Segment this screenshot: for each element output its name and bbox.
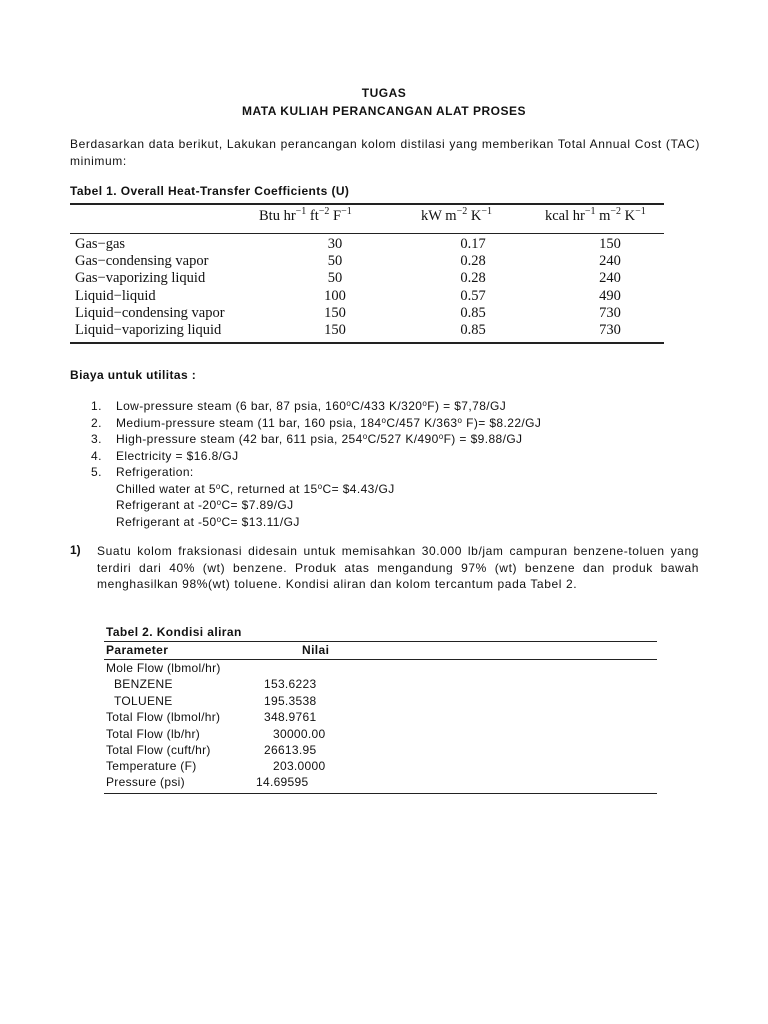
question-text: Suatu kolom fraksionasi didesain untuk memisahkan 30.000 lb/jam campuran benzene-toluen yang terdiri dari 40% (wt) benzene. Produk atas mengandung 97% (wt) benzene dan produk bawah menghasilkan 98%(wt) toluene. Kondisi aliran dan kolom tercantum pada Tabel 2. — [97, 544, 699, 591]
table1-header-kcal: kcal $hr^{-1}$ $m^{-2}$ $K^{-1}$ — [545, 206, 646, 224]
table-row: BENZENE 153.6223 — [114, 677, 317, 691]
table1-caption: Tabel 1. Overall Heat-Transfer Coefficients (U) — [70, 184, 350, 198]
table1-row: Gas−vaporizing liquid 50 0.28 240 — [75, 270, 621, 286]
table1-bottom-rule — [70, 342, 664, 344]
table1-header-rule — [70, 233, 664, 234]
question-number: 1) — [70, 543, 81, 557]
table1-row: Liquid−condensing vapor 150 0.85 730 — [75, 305, 621, 321]
table-row: Total Flow (lbmol/hr) 348.9761 — [106, 710, 317, 724]
document-title: TUGAS — [361, 86, 407, 100]
table1-row: Liquid−vaporizing liquid 150 0.85 730 — [75, 322, 621, 338]
table1-row: Gas−condensing vapor 50 0.28 240 — [75, 253, 621, 269]
table2-header-value: Nilai — [302, 643, 330, 657]
table-row: TOLUENE 195.3538 — [114, 694, 317, 708]
table1-header-btu: Btu $hr^{-1}$ $ft^{-2}$ $F^{-1}$ — [259, 206, 352, 224]
utilities-heading: Biaya untuk utilitas : — [70, 368, 197, 382]
table-row: Mole Flow (lbmol/hr) — [106, 661, 221, 675]
table2-caption: Tabel 2. Kondisi aliran — [106, 625, 242, 639]
table-row: Pressure (psi) 14.69595 — [106, 775, 309, 789]
table2-header-rule — [104, 659, 657, 660]
table-row: Temperature (F) 203.0000 — [106, 759, 326, 773]
table2-top-rule — [104, 641, 657, 642]
table1-row: Liquid−liquid 100 0.57 490 — [75, 288, 621, 304]
document-page: TUGAS MATA KULIAH PERANCANGAN ALAT PROSES Berdasarkan data berikut, Lakukan perancangan kolom distilasi yang memberikan Total Annual Cost (TAC) minimum: Tabel 1. Overall Heat-Transfer Coefficients (U) Btu $hr^{-1}$ $ft^{-2}$ $F^{-1}$ kW $m^{-2}$ $K^{-1}$ kcal $hr^{-1}$ $m^{-2}$ $K^{-1}$ Gas−gas 30 0.17 150 Gas−condensing vapor 50 0.28 240 Gas−vaporizing liquid 50 0.28 240 Liquid−liquid 100 0.57 490 Liquid−condensing vapor 150 0.85 730 Liquid−vaporizing liquid 150 0.85 730 Biaya untuk utilitas : 1. Low-pressure steam (6 bar, 87 psia, 160$^o$C/433 $K/320^oF$) = $7,78/GJ 2. Medium-pressure steam (11 bar, 160 psia, 184$^o$C/457 K/363$^o$ F)= $8.22/GJ 3. High-pressure steam (42 bar, 611 psia, 254$^o$C/527 $K/490^oF$) = $9.88/GJ 4. Electricity = $16.8/GJ 5. Refrigeration: Chilled water at 5$^o$C, returned at $15^oC=$ $4.43/GJ Refrigerant at $-20^oC=$ $7.89/GJ Refrigerant at $-50^oC=$ $13.11/GJ 1) Suatu kolom fraksionasi didesain untuk memisahkan 30.000 lb/jam campuran benzene-toluen yang terdiri dari 40% (wt) benzene. Produk atas mengandung 97% (wt) benzene dan produk bawah menghasilkan 98%(wt) toluene. Kondisi aliran dan kolom tercantum pada Tabel 2. Tabel 2. Kondisi aliran Parameter Nilai Mole Flow (lbmol/hr) BENZENE 153.6223 TOLUENE 195.3538 Total Flow (lbmol/hr) 348.9761 Total Flow (lb/hr) 30000.00 Total Flow (cuft/hr) 26613.95 Temperature (F) 203.0000 Pressure (psi) 14.69595 — [0, 0, 768, 1024]
table-row: Total Flow (cuft/hr) 26613.95 — [106, 743, 317, 757]
table2-bottom-rule — [104, 793, 657, 794]
table2-header-parameter: Parameter — [106, 643, 169, 657]
intro-paragraph: Berdasarkan data berikut, Lakukan perancangan kolom distilasi yang memberikan Total Annual Cost (TAC) minimum: — [70, 137, 700, 168]
table1-row: Gas−gas 30 0.17 150 — [75, 236, 621, 252]
table1-top-rule — [70, 203, 664, 205]
table-row: Total Flow (lb/hr) 30000.00 — [106, 727, 326, 741]
table1-header-kw: kW $m^{-2}$ $K^{-1}$ — [421, 206, 492, 224]
document-subtitle: MATA KULIAH PERANCANGAN ALAT PROSES — [242, 104, 526, 118]
